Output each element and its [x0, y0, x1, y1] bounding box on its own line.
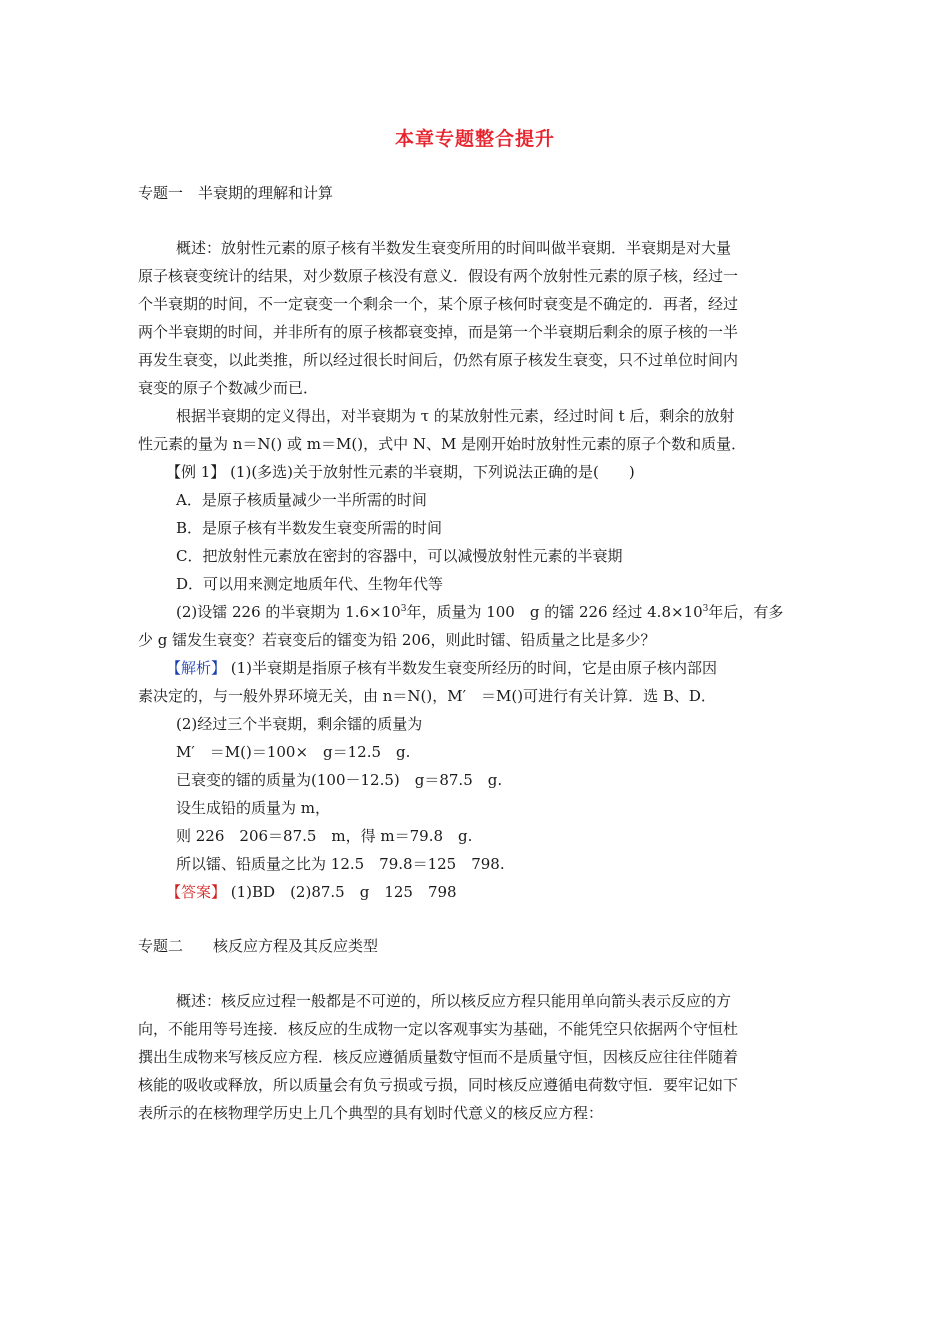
solution-line-1: (2)经过三个半衰期，剩余镭的质量为 — [176, 715, 423, 733]
answer-text: (1)BD (2)87.5 g 125 798 — [226, 883, 457, 901]
option-b: B．是原子核有半数发生衰变所需的时间 — [176, 519, 443, 537]
option-a: A．是原子核质量减少一半所需的时间 — [176, 491, 427, 509]
solution-line-4: 设生成铅的质量为 m， — [176, 799, 330, 817]
question-2-line-1 — [176, 602, 783, 622]
s2-overview-line-1: 概述：核反应过程一般都是不可逆的，所以核反应方程只能用单向箭头表示反应的方 — [176, 992, 732, 1010]
s1-overview-line-1: 概述：放射性元素的原子核有半数发生衰变所用的时间叫做半衰期．半衰期是对大量 — [176, 239, 732, 257]
s1-overview-line-5: 再发生衰变，以此类推，所以经过很长时间后，仍然有原子核发生衰变，只不过单位时间内 — [138, 351, 739, 369]
example-question-1: (1)(多选)关于放射性元素的半衰期，下列说法正确的是( ) — [225, 463, 635, 481]
solution-line-3: 已衰变的镭的质量为(100－12.5) g＝87.5 g. — [176, 771, 503, 789]
example-1-question — [166, 462, 635, 482]
s2-overview-line-3: 撰出生成物来写核反应方程．核反应遵循质量数守恒而不是质量守恒，因核反应往往伴随着 — [138, 1048, 739, 1066]
q2-exponent-2: 3 — [702, 604, 709, 614]
solution-line-5: 则 226 206＝87.5 m，得 m＝79.8 g. — [176, 827, 473, 845]
q2-exponent-1: 3 — [400, 604, 407, 614]
s2-overview-line-5: 表所示的在核物理学历史上几个典型的具有划时代意义的核反应方程： — [138, 1104, 604, 1122]
s1-overview-line-4: 两个半衰期的时间，并非所有的原子核都衰变掉，而是第一个半衰期后剩余的原子核的一半 — [138, 323, 739, 341]
definition-line-2: 性元素的量为 n＝N() 或 m＝M()，式中 N、M 是刚开始时放射性元素的原子个数和质量． — [138, 435, 747, 453]
definition-line-1: 根据半衰期的定义得出，对半衰期为 τ 的某放射性元素，经过时间 t 后，剩余的放射 — [176, 407, 735, 425]
s2-overview-line-2: 向，不能用等号连接．核反应的生成物一定以客观事实为基础，不能凭空只依据两个守恒杜 — [138, 1020, 739, 1038]
page-title: 本章专题整合提升 — [394, 128, 555, 150]
option-c: C．把放射性元素放在密封的容器中，可以减慢放射性元素的半衰期 — [176, 547, 623, 565]
answer-line — [166, 882, 457, 902]
solution-line-6: 所以镭、铅质量之比为 12.5 79.8＝125 798. — [176, 855, 505, 873]
s1-overview-line-6: 衰变的原子个数减少而已． — [138, 379, 319, 397]
analysis-line-2: 素决定的，与一般外界环境无关，由 n＝N()，M′ ＝M()可进行有关计算．选 B、D． — [138, 687, 716, 705]
option-d: D．可以用来测定地质年代、生物年代等 — [176, 575, 444, 593]
analysis-text-1: (1)半衰期是指原子核有半数发生衰变所经历的时间，它是由原子核内部因 — [226, 659, 718, 677]
answer-tag: 【答案】 — [166, 883, 227, 901]
question-2-line-2: 少 g 镭发生衰变？若衰变后的镭变为铅 206，则此时镭、铅质量之比是多少？ — [138, 631, 656, 649]
s2-overview-line-4: 核能的吸收或释放，所以质量会有负亏损或亏损，同时核反应遵循电荷数守恒．要牢记如下 — [138, 1076, 739, 1094]
s1-overview-line-3: 个半衰期的时间，不一定衰变一个剩余一个，某个原子核何时衰变是不确定的．再者，经过 — [138, 295, 739, 313]
q2-part-c: 年后，有多 — [708, 603, 784, 621]
solution-line-2: M′ ＝M()＝100× g＝12.5 g. — [176, 743, 411, 761]
q2-part-a: (2)设镭 226 的半衰期为 1.6×10 — [176, 603, 401, 621]
analysis-line-1 — [166, 658, 717, 678]
example-tag: 【例 1】 — [166, 463, 226, 481]
section1-heading: 专题一 半衰期的理解和计算 — [138, 184, 334, 202]
section2-heading: 专题二 核反应方程及其反应类型 — [138, 937, 379, 955]
q2-part-b: 年，质量为 100 g 的镭 226 经过 4.8×10 — [406, 603, 703, 621]
s1-overview-line-2: 原子核衰变统计的结果，对少数原子核没有意义．假设有两个放射性元素的原子核，经过一 — [138, 267, 739, 285]
analysis-tag: 【解析】 — [166, 659, 227, 677]
